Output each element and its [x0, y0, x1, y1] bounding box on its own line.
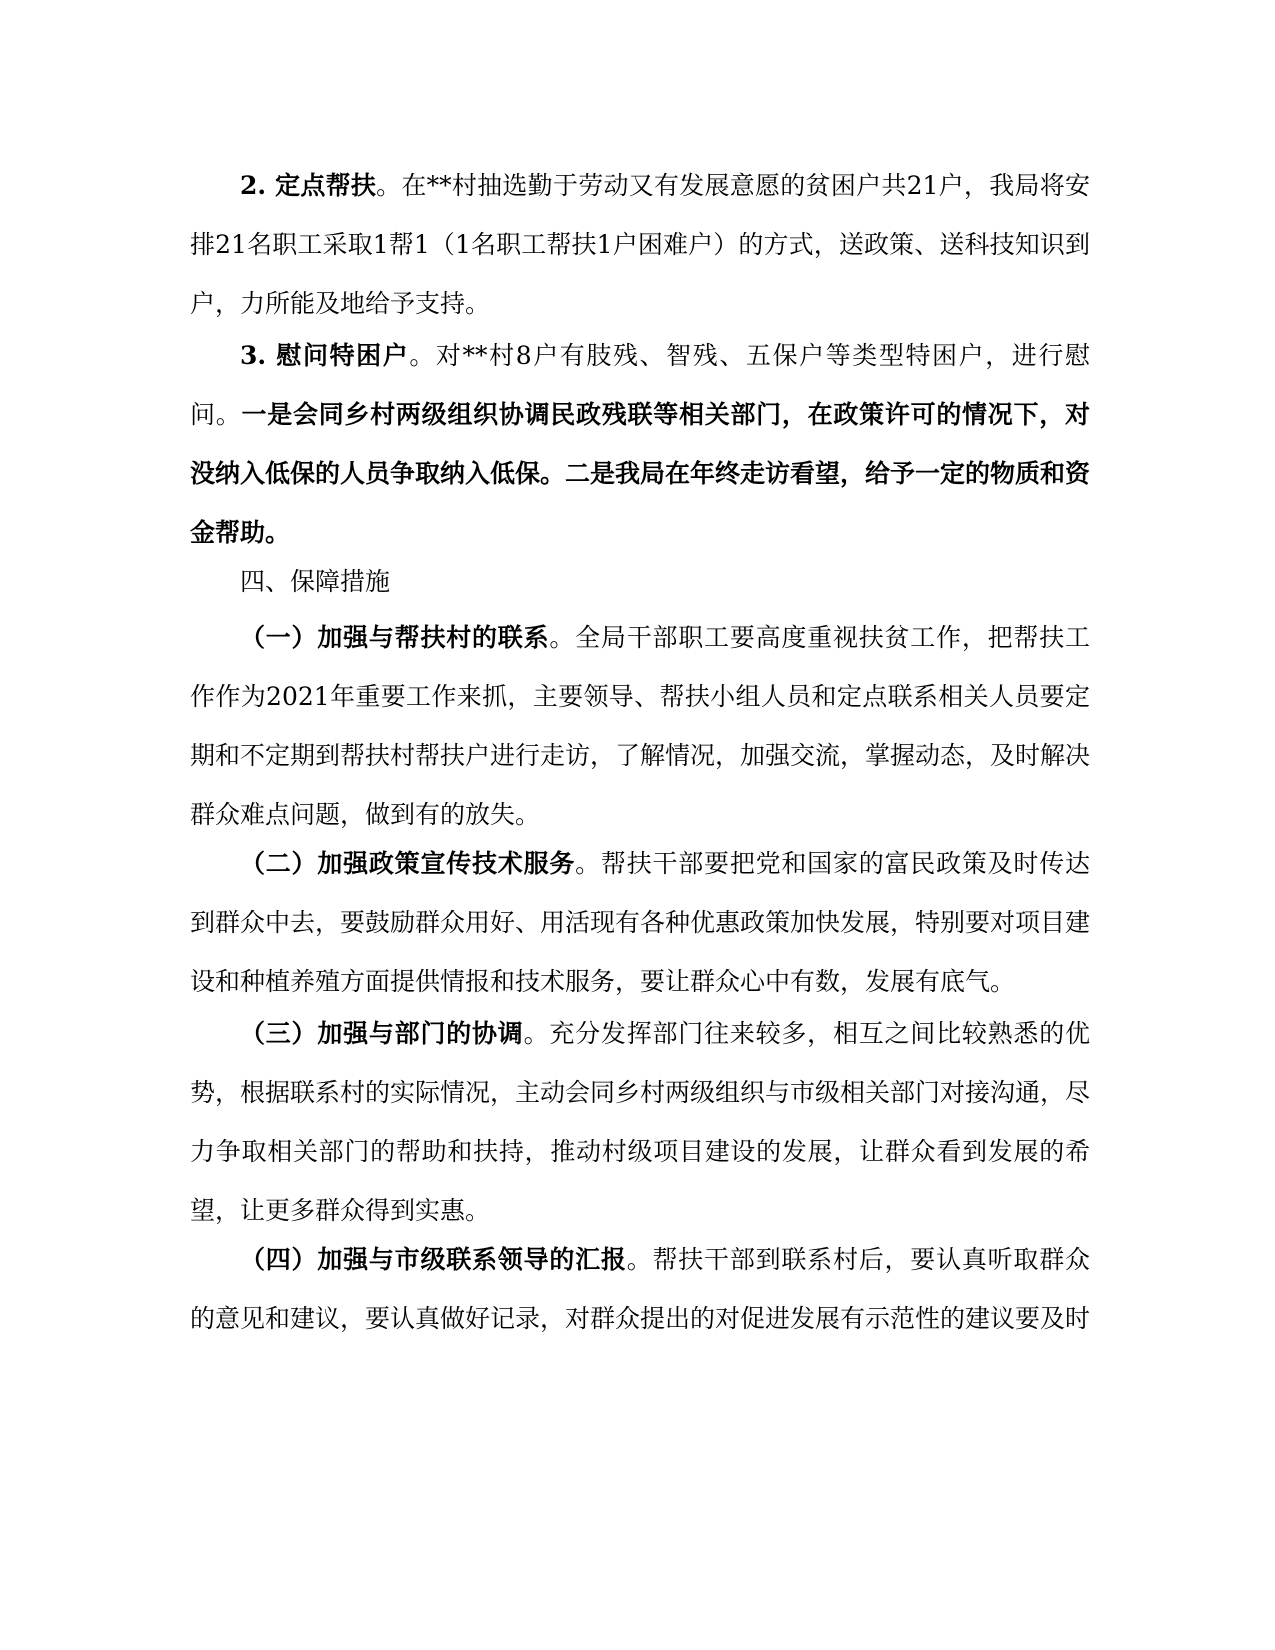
paragraph-contact-village — [190, 608, 1090, 844]
paragraph-visit-households — [190, 326, 1090, 562]
paragraph-title: （二）加强政策宣传技术服务 — [240, 849, 576, 878]
paragraph-body: 。帮扶干部要把党和国家的富民政策及时传达到群众中去，要鼓励群众用好、用活现有各种优惠政策加快发展，特别要对项目建设和种植养殖方面提供情报和技术服务，要让群众心中有数，发展有底气。 — [190, 849, 1091, 996]
paragraph-title: 2. 定点帮扶 — [240, 171, 377, 200]
paragraph-title: （三）加强与部门的协调 — [240, 1019, 524, 1048]
paragraph-title: 3. 慰问特困户 — [240, 341, 410, 370]
paragraph-title: （四）加强与市级联系领导的汇报 — [240, 1245, 627, 1274]
paragraph-bold-body: 一是会同乡村两级组织协调民政残联等相关部门，在政策许可的情况下，对没纳入低保的人员争取纳入低保。二是我局在年终走访看望，给予一定的物质和资金帮助。 — [190, 400, 1091, 547]
paragraph-body: 。对**村8户有肢残、智残、五保户等类型特困户，进行慰问。 — [190, 341, 1090, 429]
paragraph-targeted-assistance — [190, 156, 1090, 333]
paragraph-body: 。全局干部职工要高度重视扶贫工作，把帮扶工作作为2021年重要工作来抓，主要领导、帮扶小组人员和定点联系相关人员要定期和不定期到帮扶村帮扶户进行走访，了解情况，加强交流，掌握动态，及时解决群众难点问题，做到有的放失。 — [190, 623, 1091, 829]
paragraph-body: 。帮扶干部到联系村后，要认真听取群众的意见和建议，要认真做好记录，对群众提出的对促进发展有示范性的建议要及时 — [190, 1245, 1091, 1333]
paragraph-leader-report — [190, 1230, 1090, 1348]
paragraph-body: 。充分发挥部门往来较多，相互之间比较熟悉的优势，根据联系村的实际情况，主动会同乡村两级组织与市级相关部门对接沟通，尽力争取相关部门的帮助和扶持，推动村级项目建设的发展，让群众看到发展的希望，让更多群众得到实惠。 — [190, 1019, 1091, 1225]
section-heading: 四、保障措施 — [240, 567, 391, 596]
paragraph-title: （一）加强与帮扶村的联系 — [240, 623, 550, 652]
paragraph-policy-service — [190, 834, 1090, 1011]
paragraph-body: 。在**村抽选勤于劳动又有发展意愿的贫困户共21户，我局将安排21名职工采取1帮1（1名职工帮扶1户困难户）的方式，送政策、送科技知识到户，力所能及地给予支持。 — [190, 171, 1090, 318]
paragraph-department-coordination — [190, 1004, 1090, 1240]
